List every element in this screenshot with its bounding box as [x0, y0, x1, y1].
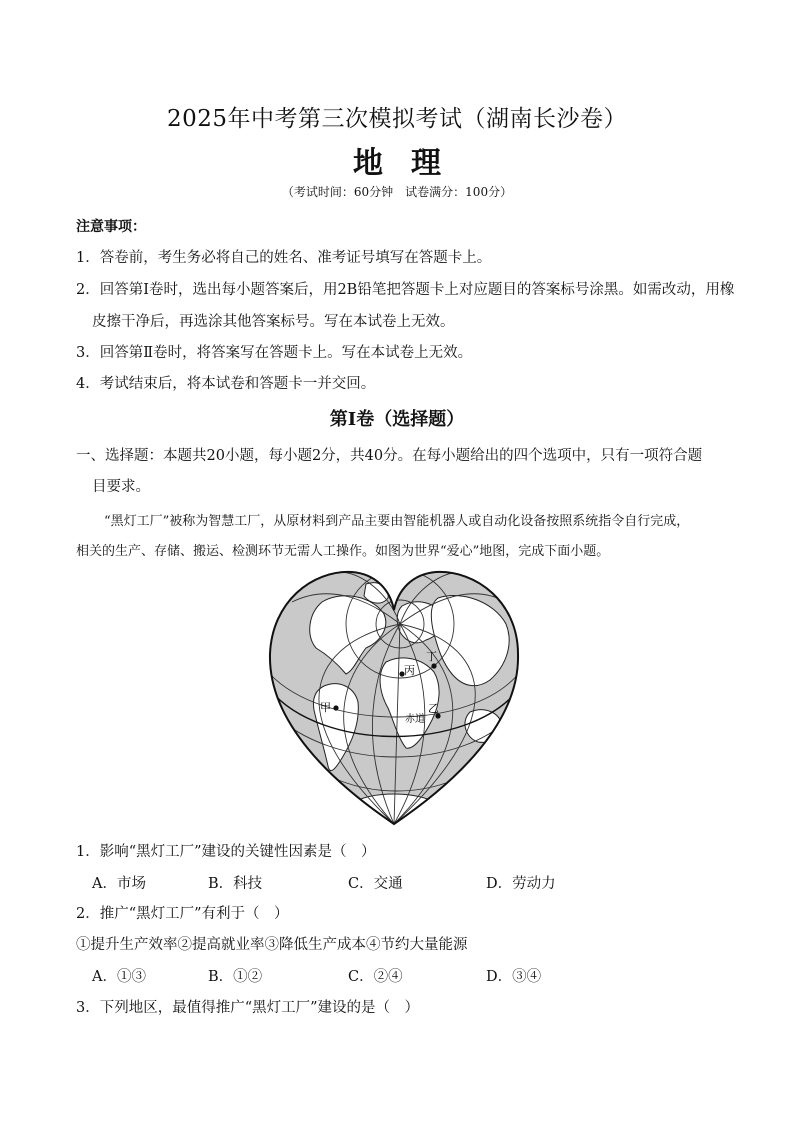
- question-2-option-c[interactable]: C．②④: [348, 969, 403, 985]
- exam-info: （考试时间：60分钟 试卷满分：100分）: [281, 185, 513, 199]
- question-1-option-d[interactable]: D．劳动力: [486, 876, 556, 892]
- passage-line: 相关的生产、存储、搬运、检测环节无需人工操作。如图为世界“爱心”地图，完成下面小题。: [76, 544, 610, 559]
- question-3-stem: 3．下列地区，最值得推广“黑灯工厂”建设的是（ ）: [76, 1000, 420, 1016]
- point-ding: [431, 663, 436, 668]
- notes-heading: 注意事项：: [76, 219, 146, 235]
- exam-title: 2025年中考第三次模拟考试（湖南长沙卷）: [166, 106, 628, 132]
- section-instruction: 一、选择题：本题共20小题，每小题2分，共40分。在每小题给出的四个选项中，只有一项符合题: [76, 448, 703, 464]
- note-item: 2．回答第Ⅰ卷时，选出每小题答案后，用2B铅笔把答题卡上对应题目的答案标号涂黑。如需改动，用橡: [76, 282, 735, 298]
- question-2-statements: ①提升生产效率②提高就业率③降低生产成本④节约大量能源: [76, 937, 468, 953]
- section-instruction-continued: 目要求。: [92, 479, 150, 495]
- question-2-stem: 2．推广“黑灯工厂”有利于（ ）: [76, 906, 289, 922]
- question-2-option-b[interactable]: B．①②: [208, 969, 263, 985]
- label-ding: 丁: [426, 650, 437, 663]
- note-item: 1．答卷前，考生务必将自己的姓名、准考证号填写在答题卡上。: [76, 250, 492, 266]
- note-item: 3．回答第Ⅱ卷时，将答案写在答题卡上。写在本试卷上无效。: [76, 345, 473, 361]
- question-2-option-a[interactable]: A．①③: [92, 969, 146, 985]
- point-jia: [333, 705, 338, 710]
- heart-world-map: [262, 562, 526, 828]
- passage-line: “黑灯工厂”被称为智慧工厂，从原材料到产品主要由智能机器人或自动化设备按照系统指令自行完成，: [104, 514, 690, 529]
- question-2-option-d[interactable]: D．③④: [486, 969, 542, 985]
- section-title: 第Ⅰ卷（选择题）: [329, 409, 465, 430]
- label-jia: 甲: [320, 701, 331, 714]
- question-1-stem: 1．影响“黑灯工厂”建设的关键性因素是（ ）: [76, 844, 376, 860]
- question-1-option-c[interactable]: C．交通: [348, 876, 403, 892]
- label-bing: 丙: [404, 664, 415, 677]
- label-yi: 乙: [428, 702, 439, 715]
- question-1-option-b[interactable]: B．科技: [208, 876, 263, 892]
- question-1-option-a[interactable]: A．市场: [92, 876, 146, 892]
- greenland-shape: [364, 583, 388, 603]
- note-item-continued: 皮擦干净后，再选涂其他答案标号。写在本试卷上无效。: [92, 314, 455, 330]
- subject-title: 地理: [353, 146, 469, 181]
- label-equator: 赤道: [405, 714, 425, 725]
- note-item: 4．考试结束后，将本试卷和答题卡一并交回。: [76, 376, 376, 392]
